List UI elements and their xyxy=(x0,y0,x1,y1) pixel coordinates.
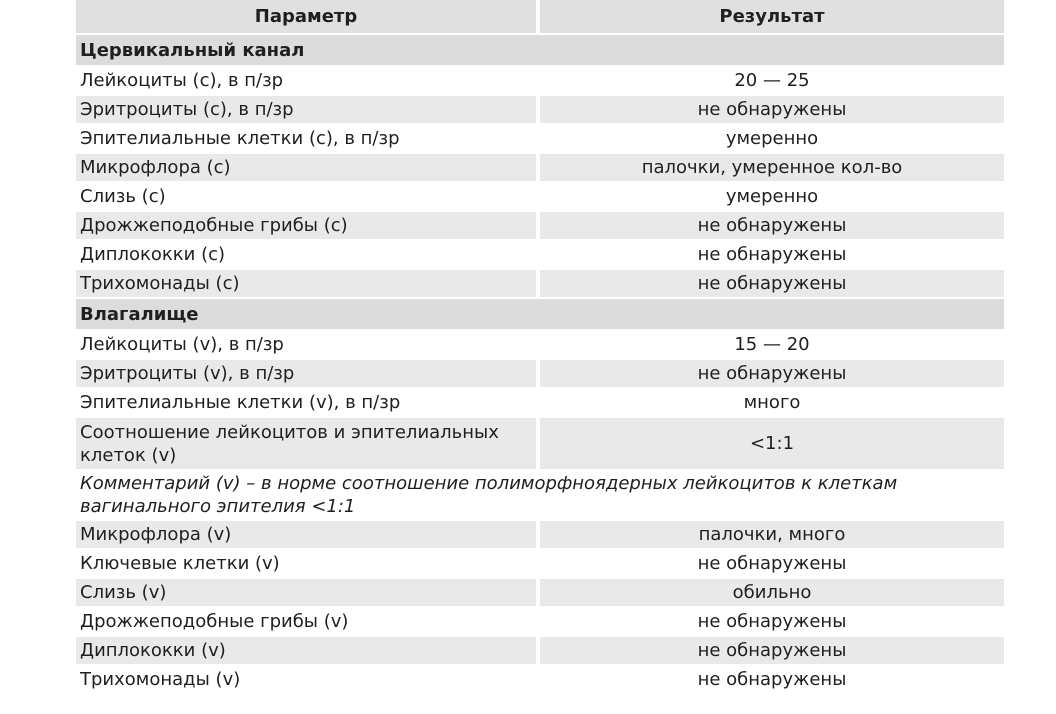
table-row xyxy=(76,418,1004,469)
header-param: Параметр xyxy=(76,0,536,33)
param-cell: Диплококки (v) xyxy=(76,637,536,664)
result-cell: палочки, умеренное кол-во xyxy=(540,154,1004,181)
table-row xyxy=(76,608,1004,635)
result-cell: палочки, много xyxy=(540,521,1004,548)
result-cell: не обнаружены xyxy=(540,212,1004,239)
param-cell: Эритроциты (v), в п/зр xyxy=(76,360,536,387)
table-header xyxy=(76,0,1004,33)
table-row xyxy=(76,360,1004,387)
result-cell: не обнаружены xyxy=(697,669,847,690)
table-row xyxy=(76,67,1004,94)
param-cell: Слизь (v) xyxy=(76,579,536,606)
result-cell: не обнаружены xyxy=(540,96,1004,123)
result-cell: умеренно xyxy=(725,186,819,207)
comment-text: Комментарий (v) – в норме соотношение полиморфноядерных лейкоцитов к клеткам вагинального эпителия <1:1 xyxy=(80,473,898,517)
table-row xyxy=(76,550,1004,577)
table-row xyxy=(76,521,1004,548)
result-cell: 15 — 20 xyxy=(734,334,810,355)
param-cell: Микрофлора (с) xyxy=(76,154,536,181)
table-row xyxy=(76,579,1004,606)
result-cell: <1:1 xyxy=(540,418,1004,469)
result-cell: не обнаружены xyxy=(697,611,847,632)
table-row xyxy=(76,241,1004,268)
section-title: Цервикальный канал xyxy=(80,39,305,61)
param-cell: Лейкоциты (v), в п/зр xyxy=(80,334,284,355)
result-cell: не обнаружены xyxy=(540,360,1004,387)
param-cell: Эпителиальные клетки (v), в п/зр xyxy=(80,392,401,413)
header-result: Результат xyxy=(540,0,1004,33)
param-cell: Ключевые клетки (v) xyxy=(80,553,280,574)
param-cell: Микрофлора (v) xyxy=(76,521,536,548)
section-title-cervical xyxy=(76,35,1004,65)
result-cell: не обнаружены xyxy=(697,553,847,574)
results-table xyxy=(76,0,1004,693)
param-cell: Эпителиальные клетки (с), в п/зр xyxy=(80,128,400,149)
table-row xyxy=(76,331,1004,358)
table-row xyxy=(76,96,1004,123)
result-cell: не обнаружены xyxy=(697,244,847,265)
table-row xyxy=(76,183,1004,210)
param-cell: Дрожжеподобные грибы (с) xyxy=(76,212,536,239)
param-cell: Слизь (с) xyxy=(80,186,166,207)
table-row xyxy=(76,637,1004,664)
param-cell: Дрожжеподобные грибы (v) xyxy=(80,611,349,632)
result-cell: не обнаружены xyxy=(540,637,1004,664)
param-cell: Трихомонады (с) xyxy=(76,270,536,297)
result-cell: обильно xyxy=(540,579,1004,606)
param-cell: Эритроциты (с), в п/зр xyxy=(76,96,536,123)
section-title-vaginal xyxy=(76,299,1004,329)
result-cell: 20 — 25 xyxy=(734,70,810,91)
result-cell: много xyxy=(743,392,801,413)
result-cell: умеренно xyxy=(725,128,819,149)
table-row xyxy=(76,125,1004,152)
result-cell: не обнаружены xyxy=(540,270,1004,297)
param-cell: Диплококки (с) xyxy=(80,244,226,265)
param-cell: Соотношение лейкоцитов и эпителиальных клеток (v) xyxy=(76,418,536,469)
comment-row xyxy=(76,471,1004,519)
table-row xyxy=(76,270,1004,297)
param-cell: Лейкоциты (с), в п/зр xyxy=(80,70,284,91)
table-row xyxy=(76,389,1004,416)
param-cell: Трихомонады (v) xyxy=(80,669,241,690)
table-row xyxy=(76,212,1004,239)
section-title: Влагалище xyxy=(80,303,199,325)
table-row xyxy=(76,666,1004,693)
table-row xyxy=(76,154,1004,181)
